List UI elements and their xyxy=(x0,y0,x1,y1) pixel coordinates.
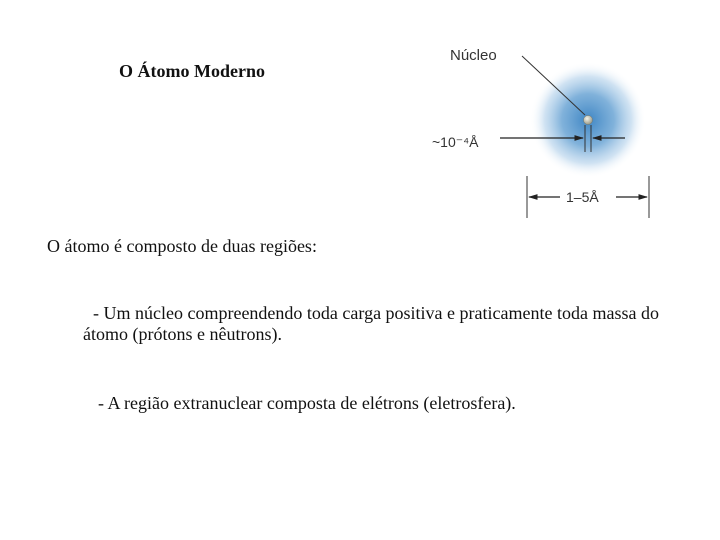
nucleus-size-label: ~10⁻⁴Å xyxy=(432,134,479,150)
atom-diagram xyxy=(420,30,670,230)
bullet-nucleus xyxy=(83,303,683,345)
nucleus xyxy=(584,116,593,125)
atom-size-label: 1–5Å xyxy=(566,189,599,205)
atom-diagram-svg xyxy=(420,30,670,230)
intro-text: O átomo é composto de duas regiões: xyxy=(47,236,317,256)
bullet-nucleus-text: - Um núcleo compreendendo toda carga positiva e praticamente toda massa do átomo (prótons e nêutrons). xyxy=(83,303,659,344)
slide-title: O Átomo Moderno xyxy=(119,61,265,81)
bullet-electrosphere: - A região extranuclear composta de elétrons (eletrosfera). xyxy=(98,393,516,413)
nucleus-label: Núcleo xyxy=(450,47,497,64)
